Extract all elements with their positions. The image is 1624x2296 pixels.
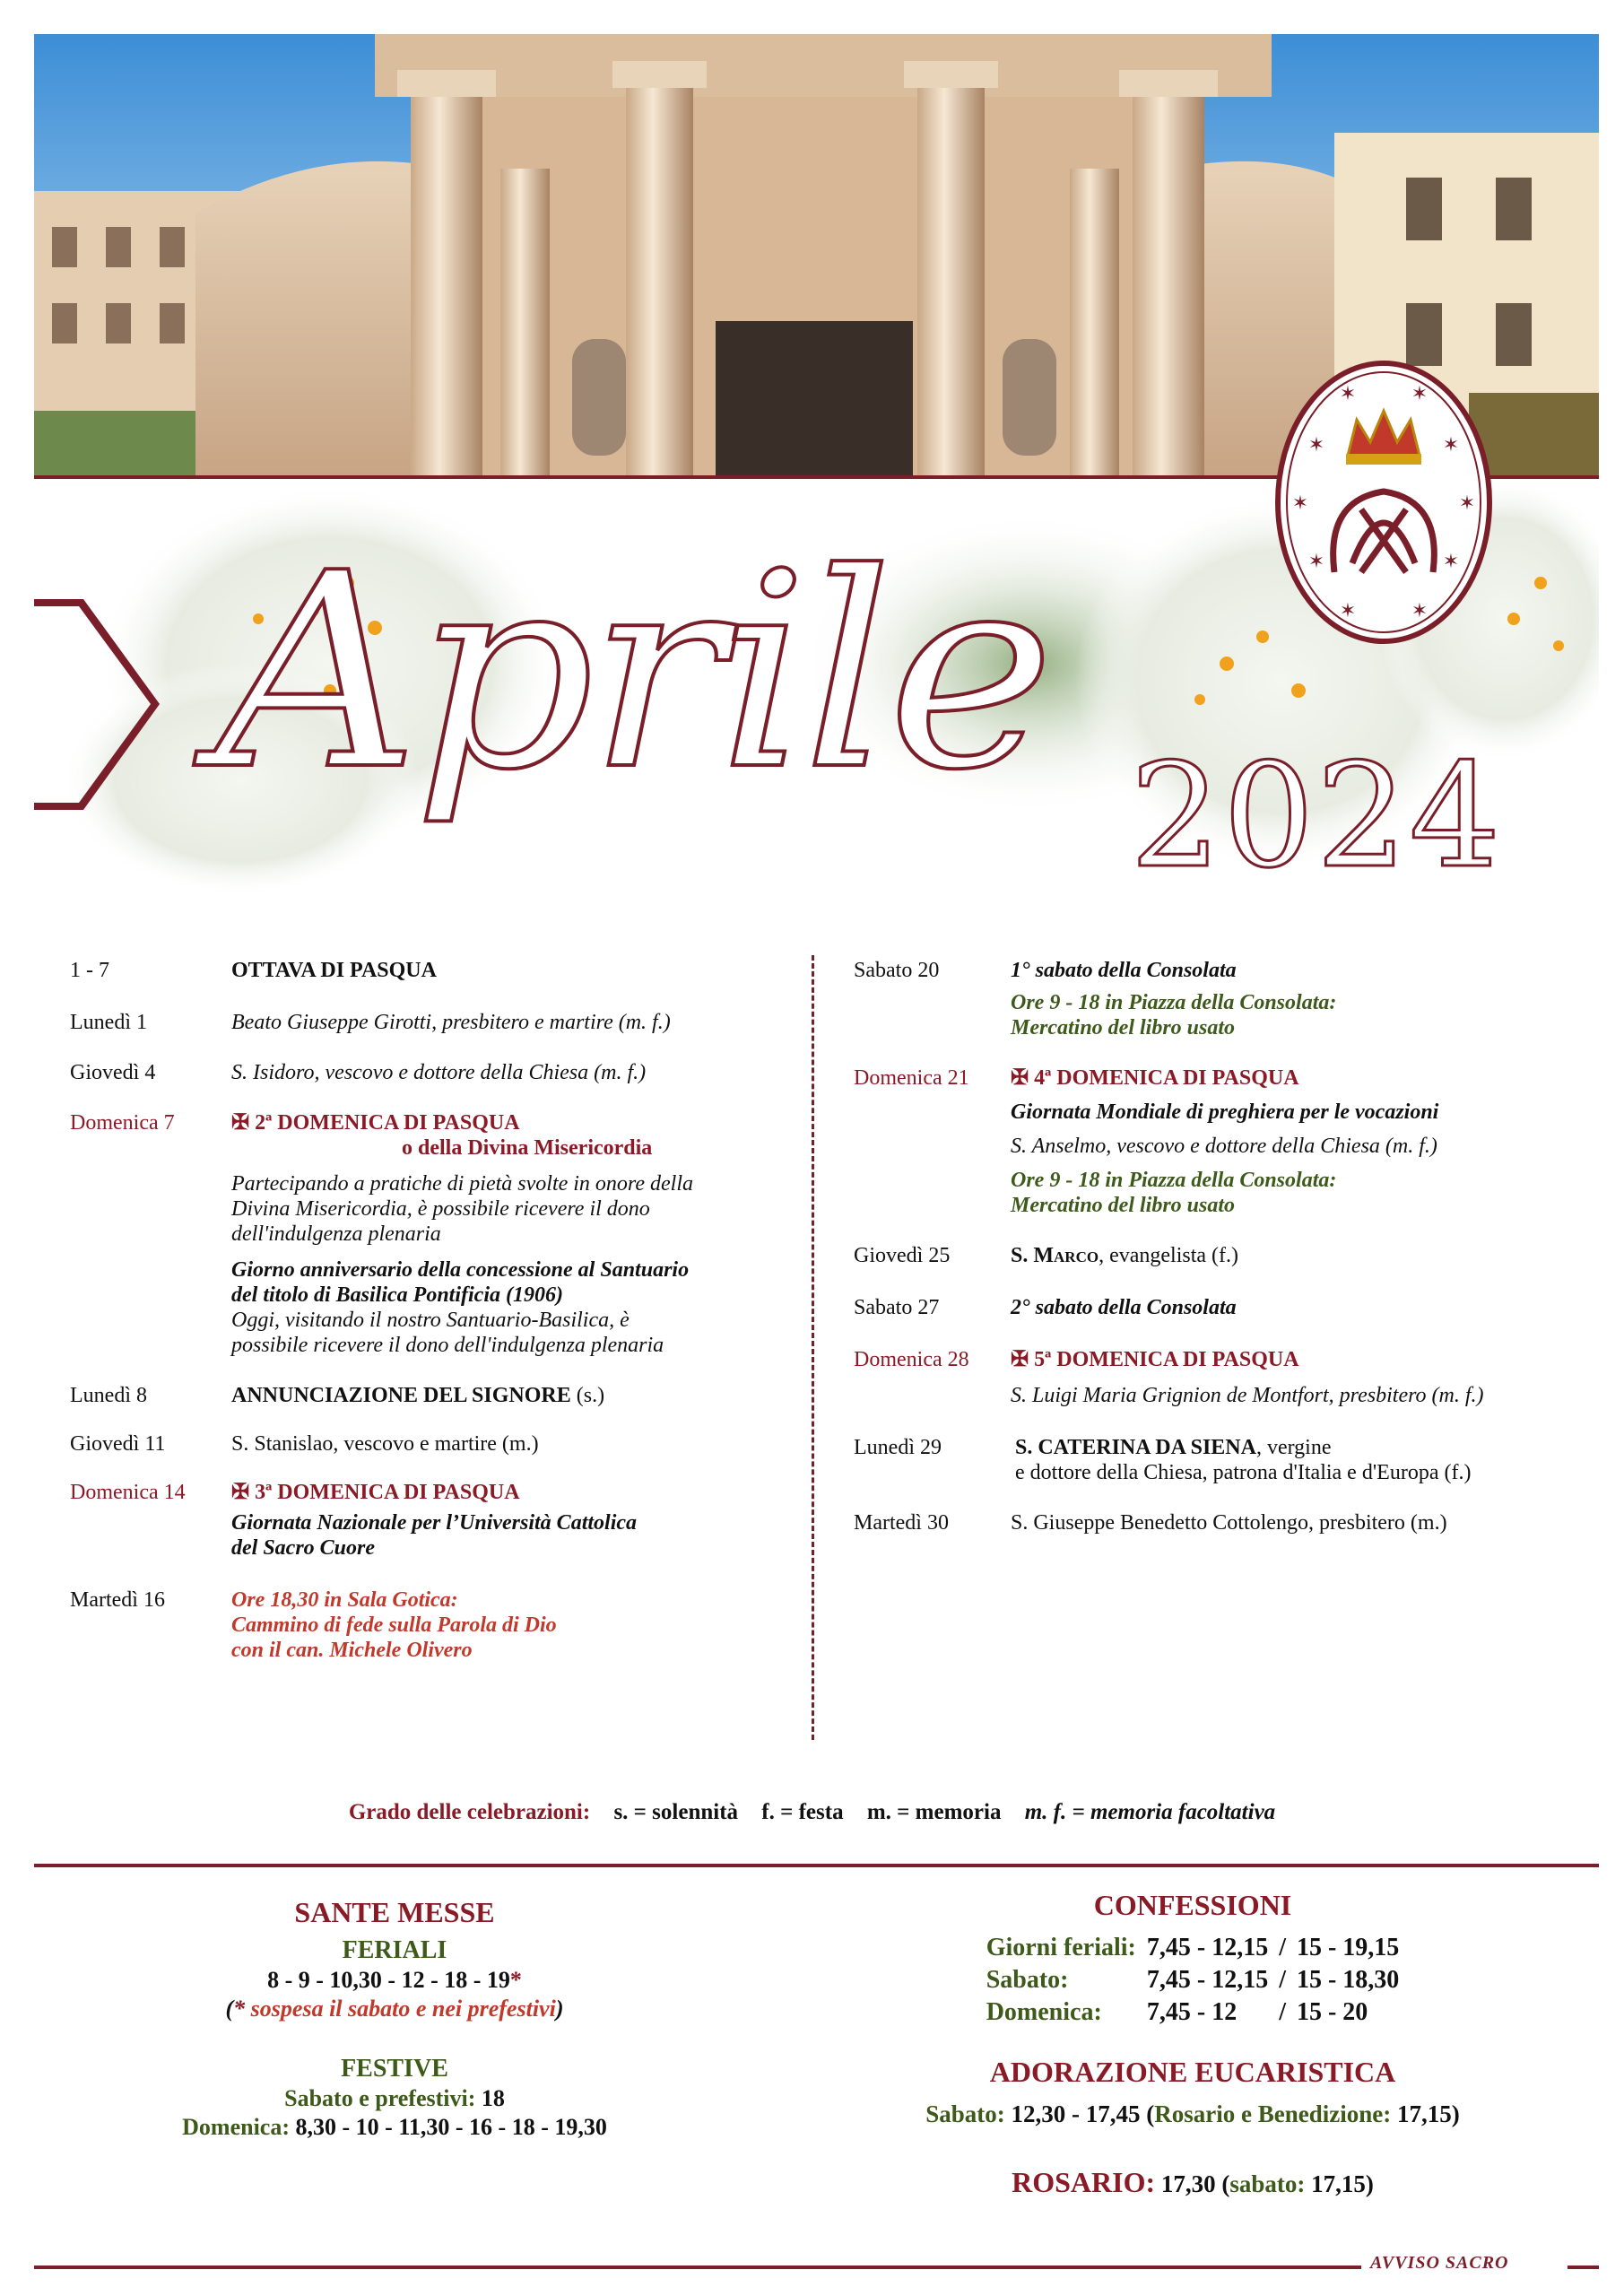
crown-monogram-icon: [1272, 357, 1496, 648]
event-note-line: Cammino di fede sulla Parola di Dio: [231, 1613, 557, 1637]
event-title-name: Marco: [1033, 1244, 1099, 1267]
event-note-line: dell'indulgenza plenaria: [231, 1222, 441, 1246]
saturday-label: Sabato e prefestivi:: [284, 2085, 476, 2111]
calendar-right-column: [854, 958, 1571, 1555]
event-note-line: Mercatino del libro usato: [1011, 1194, 1236, 1217]
event-row: [70, 1010, 796, 1035]
row-label: Giorni feriali:: [986, 1934, 1136, 1961]
table-row: Domenica: 7,45 - 12 / 15 - 20: [981, 1996, 1405, 2029]
event-title: 1° sabato della Consolata: [1011, 959, 1237, 982]
event-note-line: Ore 9 - 18 in Piazza della Consolata:: [1011, 991, 1337, 1014]
svg-text:✶: ✶: [1339, 383, 1357, 405]
mass-title: SANTE MESSE: [294, 1896, 495, 1928]
confession-title: CONFESSIONI: [1093, 1889, 1292, 1921]
row-afternoon: 15 - 18,30: [1296, 1966, 1400, 1994]
event-note-line: Ore 9 - 18 in Piazza della Consolata:: [1011, 1169, 1337, 1192]
event-note-line: S. Anselmo, vescovo e dottore della Chiesa (m. f.): [1011, 1135, 1437, 1158]
legend-label: Grado delle celebrazioni:: [348, 1800, 591, 1824]
row-label: Domenica:: [986, 1998, 1102, 2026]
row-label: Sabato:: [986, 1966, 1069, 1994]
event-text: S. Isidoro, vescovo e dottore della Chiesa (m. f.): [231, 1061, 647, 1084]
event-title: S. CATERINA DA SIENA: [1015, 1436, 1256, 1459]
event-row: [854, 1435, 1571, 1485]
event-note-line: Oggi, visitando il nostro Santuario-Basilica, è: [231, 1309, 630, 1332]
event-row: [70, 1480, 796, 1561]
rosary-time: 17,30: [1160, 2170, 1216, 2197]
month-title: Aprile: [215, 516, 1049, 829]
event-day: Domenica 7: [70, 1111, 175, 1135]
saturday-times: 18: [475, 2085, 505, 2111]
event-day: 1 - 7: [70, 959, 109, 982]
svg-text:✶: ✶: [1442, 551, 1460, 573]
table-row: Giorni feriali: 7,45 - 12,15 / 15 - 19,15: [981, 1932, 1405, 1964]
sunday-times: 8,30 - 10 - 11,30 - 16 - 18 - 19,30: [290, 2114, 607, 2140]
event-note-line: Giornata Nazionale per l’Università Cattolica: [231, 1511, 638, 1535]
event-note-line: Giornata Mondiale di preghiera per le vocazioni: [1011, 1100, 1439, 1124]
event-row: [70, 1110, 796, 1358]
festive-label: FESTIVE: [341, 2055, 448, 2083]
rosary-blessing-label: Rosario e Benedizione:: [1154, 2100, 1392, 2127]
adoration-title: ADORAZIONE EUCARISTICA: [989, 2056, 1396, 2088]
weekday-note: sospesa il sabato e nei prefestivi: [250, 1996, 556, 2022]
event-day: Giovedì 4: [70, 1061, 156, 1084]
adoration-times: 12,30 - 17,45: [1004, 2100, 1141, 2127]
event-row: [854, 1510, 1571, 1535]
legend-item: f. = festa: [761, 1800, 844, 1824]
event-row: [854, 1295, 1571, 1320]
event-subtitle: o della Divina Misericordia: [402, 1136, 653, 1160]
legend-item: m. = memoria: [866, 1800, 1002, 1824]
event-note-line: e dottore della Chiesa, patrona d'Italia e d'Europa (f.): [1015, 1461, 1472, 1484]
event-title: ✠ 2ª DOMENICA DI PASQUA: [231, 1111, 520, 1135]
event-note-line: S. Luigi Maria Grignion de Montfort, presbitero (m. f.): [1011, 1384, 1484, 1407]
event-title: S.: [1011, 1244, 1034, 1267]
svg-text:✶: ✶: [1458, 492, 1476, 515]
event-title: ANNUNCIAZIONE DEL SIGNORE: [231, 1384, 571, 1407]
footer-divider-end: [1568, 2266, 1599, 2269]
adoration-saturday-label: Sabato:: [925, 2100, 1005, 2127]
footer-divider: [34, 2266, 1361, 2269]
event-row: [70, 1431, 796, 1457]
event-note-line: Partecipando a pratiche di pietà svolte in onore della: [231, 1172, 694, 1196]
event-row: [854, 958, 1571, 1040]
svg-text:✶: ✶: [1411, 600, 1429, 622]
event-title: 2° sabato della Consolata: [1011, 1296, 1237, 1319]
asterisk: *: [233, 1996, 246, 2022]
event-day: Lunedì 8: [70, 1384, 147, 1407]
weekday-times: 8 - 9 - 10,30 - 12 - 18 - 19: [267, 1967, 510, 1993]
event-grade: , vergine: [1255, 1436, 1332, 1459]
chevron-arrow-icon: [34, 599, 160, 810]
rosary-label: ROSARIO:: [1012, 2166, 1156, 2198]
event-day: Lunedì 1: [70, 1011, 147, 1034]
event-note-line: Mercatino del libro usato: [1011, 1016, 1236, 1039]
row-morning: 7,45 - 12,15: [1146, 1934, 1269, 1961]
row-morning: 7,45 - 12: [1146, 1998, 1238, 2026]
legend-item: s. = solennità: [613, 1800, 739, 1824]
event-day: Sabato 27: [854, 1296, 940, 1319]
event-day: Domenica 28: [854, 1348, 969, 1371]
row-morning: 7,45 - 12,15: [1146, 1966, 1269, 1994]
confession-schedule: CONFESSIONI Giorni feriali: 7,45 - 12,15 / 15 - 19,15 Sabato: 7,45 - 12,15 / 15 - 18,30 Domenica: 7,45 - 12 / 15 - 20 ADORAZIONE EUCARISTICA Sabato: 12,30 - 17,45 (Rosario e Benedizione: 17,15) ROSARIO: 17,30 (sabato: 17,15): [861, 1887, 1524, 2199]
event-text: S. Giuseppe Benedetto Cottolengo, presbitero (m.): [1011, 1511, 1447, 1535]
event-day: Domenica 21: [854, 1066, 969, 1090]
event-day: Martedì 30: [854, 1511, 949, 1535]
event-row: [854, 1243, 1571, 1268]
event-note-line: con il can. Michele Olivero: [231, 1639, 473, 1662]
event-note-line: possibile ricevere il dono dell'indulgenza plenaria: [231, 1334, 664, 1357]
event-row: [854, 1347, 1571, 1408]
event-row: [70, 1587, 796, 1663]
event-row: [70, 1383, 796, 1408]
confession-table: [981, 1932, 1405, 2029]
section-divider: [34, 1864, 1599, 1867]
year-title: 2024: [1130, 732, 1503, 900]
event-note-line: Ore 18,30 in Sala Gotica:: [231, 1588, 458, 1612]
rosary-saturday-label: sabato:: [1229, 2170, 1306, 2197]
event-day: Giovedì 25: [854, 1244, 951, 1267]
svg-text:✶: ✶: [1307, 551, 1325, 573]
event-day: Domenica 14: [70, 1481, 186, 1504]
event-grade: (s.): [570, 1384, 605, 1407]
calendar-left-column: [70, 958, 796, 1683]
rosary-blessing-time: 17,15: [1391, 2100, 1452, 2127]
svg-text:✶: ✶: [1307, 434, 1325, 457]
event-day: Lunedì 29: [854, 1436, 942, 1459]
celebration-legend: [0, 1800, 1624, 1825]
svg-text:✶: ✶: [1411, 383, 1429, 405]
event-note-line: Divina Misericordia, è possibile ricevere il dono: [231, 1197, 650, 1221]
event-row: [854, 1065, 1571, 1218]
sunday-label: Domenica:: [182, 2114, 290, 2140]
svg-text:✶: ✶: [1291, 492, 1309, 515]
event-text: S. Stanislao, vescovo e martire (m.): [231, 1432, 539, 1456]
event-title: ✠ 5ª DOMENICA DI PASQUA: [1011, 1348, 1299, 1371]
event-note-line: del Sacro Cuore: [231, 1536, 376, 1560]
event-title: ✠ 4ª DOMENICA DI PASQUA: [1011, 1066, 1299, 1090]
table-row: Sabato: 7,45 - 12,15 / 15 - 18,30: [981, 1964, 1405, 1996]
mass-schedule: SANTE MESSE FERIALI 8 - 9 - 10,30 - 12 - 18 - 19* (* sospesa il sabato e nei prefestivi) FESTIVE Sabato e prefestivi: 18 Domenica: 8,30 - 10 - 11,30 - 16 - 18 - 19,30: [108, 1894, 682, 2142]
event-text: Beato Giuseppe Girotti, presbitero e martire (m. f.): [231, 1011, 671, 1034]
rosary-saturday-time: 17,15: [1305, 2170, 1366, 2197]
sacred-notice-label: AVVISO SACRO: [1370, 2253, 1509, 2273]
event-title: ✠ 3ª DOMENICA DI PASQUA: [231, 1481, 520, 1504]
event-note-line: Giorno anniversario della concessione al Santuario: [231, 1258, 690, 1282]
svg-text:✶: ✶: [1339, 600, 1357, 622]
event-row: [70, 958, 796, 983]
event-note-line: del titolo di Basilica Pontificia (1906): [231, 1283, 563, 1307]
event-text: OTTAVA DI PASQUA: [231, 959, 437, 982]
asterisk: *: [509, 1967, 522, 1993]
svg-text:✶: ✶: [1442, 434, 1460, 457]
event-grade: , evangelista (f.): [1099, 1244, 1239, 1267]
event-row: [70, 1060, 796, 1085]
event-day: Sabato 20: [854, 959, 940, 982]
column-divider: [812, 955, 814, 1740]
legend-item: m. f. = memoria facoltativa: [1024, 1800, 1276, 1824]
row-afternoon: 15 - 20: [1296, 1998, 1368, 2026]
row-afternoon: 15 - 19,15: [1296, 1934, 1400, 1961]
event-day: Giovedì 11: [70, 1432, 166, 1456]
event-day: Martedì 16: [70, 1588, 165, 1612]
weekday-label: FERIALI: [342, 1936, 447, 1964]
